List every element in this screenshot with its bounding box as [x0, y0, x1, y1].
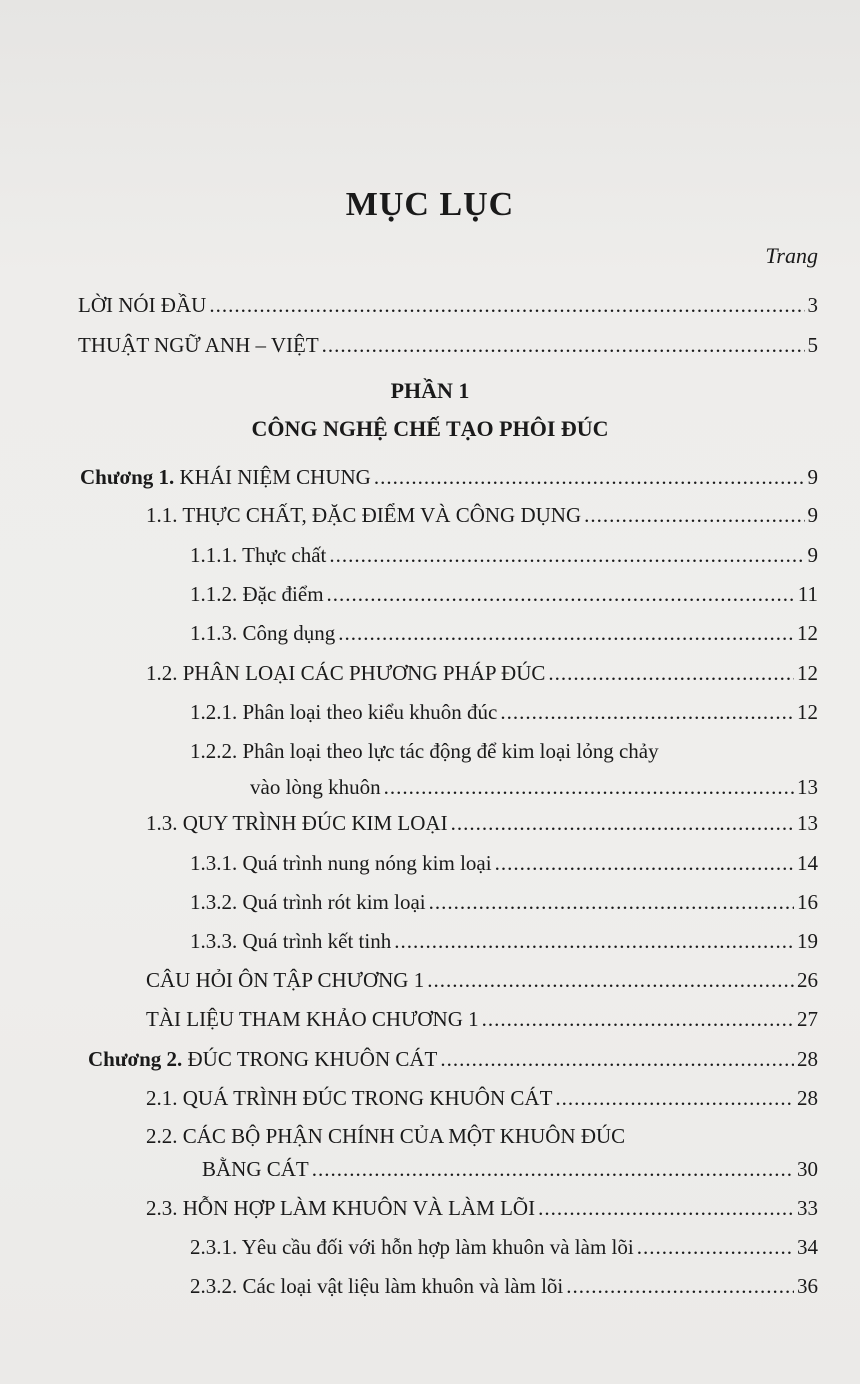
toc-entry-2-2[interactable] [202, 1155, 818, 1183]
dot-leader [555, 1084, 794, 1112]
toc-entry-label: 1.3. QUY TRÌNH ĐÚC KIM LOẠI [146, 811, 448, 835]
part-title: CÔNG NGHỆ CHẾ TẠO PHÔI ĐÚC [251, 416, 609, 441]
toc-entry-label: 2.3.1. Yêu cầu đối với hỗn hợp làm khuôn và làm lõi [190, 1235, 634, 1259]
chapter-prefix: Chương 1. [80, 465, 175, 489]
part-label: PHẦN 1 [390, 378, 470, 403]
toc-page-number: 14 [797, 851, 818, 875]
toc-entry-chapter-1[interactable] [80, 463, 818, 491]
dot-leader [548, 659, 794, 687]
dot-leader [384, 773, 794, 801]
dot-leader [429, 888, 794, 916]
toc-entry-1-1-1[interactable] [190, 541, 818, 569]
toc-page-number: 12 [797, 661, 818, 685]
toc-page-number: 5 [807, 333, 818, 357]
dot-leader [312, 1155, 794, 1183]
toc-page-number: 30 [797, 1157, 818, 1181]
dot-leader [322, 331, 805, 359]
toc-page-number: 19 [797, 929, 818, 953]
dot-leader [427, 966, 794, 994]
toc-entry-2-3[interactable] [146, 1194, 818, 1222]
toc-entry-1-2-1[interactable] [190, 698, 818, 726]
toc-entry-1-3[interactable] [146, 809, 818, 837]
toc-entry-2-1[interactable] [146, 1084, 818, 1112]
toc-entry-chapter-2[interactable] [88, 1045, 818, 1073]
toc-entry-2-3-2[interactable] [190, 1272, 818, 1300]
toc-entry-label: 1.2.1. Phân loại theo kiểu khuôn đúc [190, 700, 498, 724]
toc-page-number: 12 [797, 621, 818, 645]
toc-entry-label: TÀI LIỆU THAM KHẢO CHƯƠNG 1 [146, 1007, 479, 1031]
dot-leader [495, 849, 794, 877]
dot-leader [637, 1233, 794, 1261]
toc-entry-references-chapter-1[interactable] [146, 1005, 818, 1033]
toc-title: MỤC LỤC [345, 186, 515, 223]
toc-page-number: 13 [797, 811, 818, 835]
chapter-title: KHÁI NIỆM CHUNG [179, 465, 371, 489]
toc-page-number: 13 [797, 775, 818, 799]
toc-entry-label: 1.2. PHÂN LOẠI CÁC PHƯƠNG PHÁP ĐÚC [146, 661, 546, 685]
dot-leader [327, 580, 795, 608]
toc-page-number: 3 [807, 293, 818, 317]
toc-page-number: 28 [797, 1047, 818, 1071]
toc-entry-1-3-1[interactable] [190, 849, 818, 877]
toc-entry-1-3-2[interactable] [190, 888, 818, 916]
toc-entry-label: 1.1. THỰC CHẤT, ĐẶC ĐIỂM VÀ CÔNG DỤNG [146, 503, 582, 527]
toc-page-number: 12 [797, 700, 818, 724]
toc-entry-label: 1.1.2. Đặc điểm [190, 582, 324, 606]
toc-entry-label: 1.3.1. Quá trình nung nóng kim loại [190, 851, 492, 875]
toc-page-number: 9 [807, 503, 818, 527]
toc-entry-glossary[interactable] [78, 331, 818, 359]
toc-entry-1-2-2[interactable] [250, 773, 818, 801]
toc-entry-1-1-2[interactable] [190, 580, 818, 608]
dot-leader [329, 541, 804, 569]
toc-entry-label: BẰNG CÁT [202, 1157, 309, 1181]
dot-leader [394, 927, 794, 955]
toc-entry-label: LỜI NÓI ĐẦU [78, 293, 207, 317]
dot-leader [500, 698, 794, 726]
toc-page-number: 27 [797, 1007, 818, 1031]
toc-entry-1-1[interactable] [146, 501, 818, 529]
toc-page-number: 36 [797, 1274, 818, 1298]
dot-leader [538, 1194, 794, 1222]
toc-entry-1-1-3[interactable] [190, 619, 818, 647]
chapter-prefix: Chương 2. [88, 1047, 183, 1071]
toc-entry-label: CÂU HỎI ÔN TẬP CHƯƠNG 1 [146, 968, 425, 992]
dot-leader [338, 619, 794, 647]
toc-entry-label: vào lòng khuôn [250, 775, 381, 799]
page-column-label: Trang [765, 243, 818, 268]
dot-leader [584, 501, 804, 529]
toc-page-number: 11 [797, 582, 818, 606]
toc-page-number: 16 [797, 890, 818, 914]
toc-entry-label: 1.3.2. Quá trình rót kim loại [190, 890, 426, 914]
toc-page-number: 28 [797, 1086, 818, 1110]
dot-leader [451, 809, 794, 837]
toc-page-number: 9 [807, 465, 818, 489]
toc-entry-label: 1.1.3. Công dụng [190, 621, 336, 645]
toc-page-number: 34 [797, 1235, 818, 1259]
toc-entry-1-2-2-line1[interactable]: 1.2.2. Phân loại theo lực tác động để kim loại lỏng chảy [190, 739, 659, 763]
dot-leader [482, 1005, 794, 1033]
chapter-title: ĐÚC TRONG KHUÔN CÁT [187, 1047, 438, 1071]
toc-entry-2-2-line1[interactable]: 2.2. CÁC BỘ PHẬN CHÍNH CỦA MỘT KHUÔN ĐÚC [146, 1124, 626, 1148]
toc-page-number: 33 [797, 1196, 818, 1220]
toc-page-number: 26 [797, 968, 818, 992]
toc-entry-1-2[interactable] [146, 659, 818, 687]
toc-page-number: 9 [807, 543, 818, 567]
dot-leader [209, 291, 804, 319]
toc-entry-label: 1.3.3. Quá trình kết tinh [190, 929, 392, 953]
toc-entry-label: 2.3. HỖN HỢP LÀM KHUÔN VÀ LÀM LÕI [146, 1196, 536, 1220]
toc-entry-2-3-1[interactable] [190, 1233, 818, 1261]
dot-leader [566, 1272, 794, 1300]
toc-entry-label: 2.3.2. Các loại vật liệu làm khuôn và làm lõi [190, 1274, 564, 1298]
toc-entry-1-3-3[interactable] [190, 927, 818, 955]
toc-entry-review-chapter-1[interactable] [146, 966, 818, 994]
toc-entry-label: 2.1. QUÁ TRÌNH ĐÚC TRONG KHUÔN CÁT [146, 1086, 553, 1110]
toc-entry-preface[interactable] [78, 291, 818, 319]
toc-entry-label: THUẬT NGỮ ANH – VIỆT [78, 333, 319, 357]
dot-leader [440, 1045, 794, 1073]
dot-leader [374, 463, 805, 491]
toc-entry-label: 1.1.1. Thực chất [190, 543, 327, 567]
